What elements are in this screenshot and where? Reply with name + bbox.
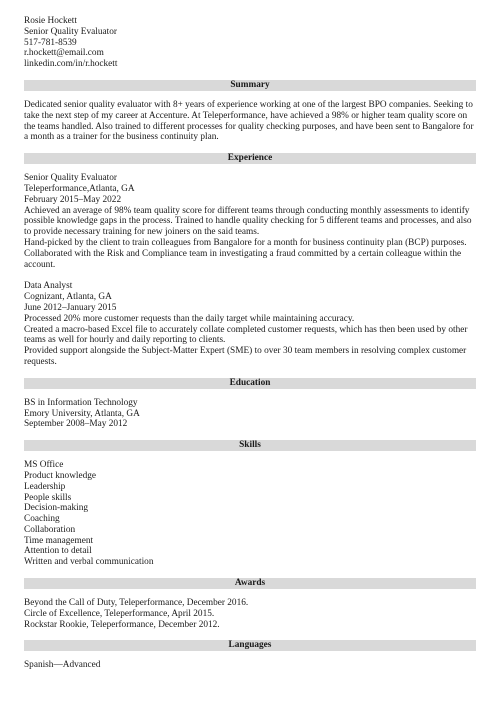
linkedin-url: linkedin.com/in/r.hockett [24,59,118,70]
job-bullet: Collaborated with the Risk and Compliance team in investigating a fraud committed by a certain colleague within the account. [24,248,462,270]
job-title: Senior Quality Evaluator [24,173,117,184]
education-dates: September 2008–May 2012 [24,419,128,430]
languages-heading-bar [24,640,476,651]
skill-item: Coaching [24,514,60,525]
job-bullet: Hand-picked by the client to train colleagues from Bangalore for a month for business continuity plan (BCP) purposes. [24,237,467,248]
job-bullet: Achieved an average of 98% team quality score for different teams through conducting monthly assessments to identify possible knowledge gaps in the process. Trained to handle quality checking for 5 different teams and processes, and also to provide necessary training for new joiners on the said teams. [24,205,472,238]
skills-heading-bar [24,440,476,451]
candidate-title: Senior Quality Evaluator [24,26,117,37]
education-degree: BS in Information Technology [24,397,138,408]
skill-item: Product knowledge [24,470,97,481]
awards-heading-bar [24,578,476,589]
skill-item: Attention to detail [24,546,92,557]
job-entry [24,173,476,270]
summary-text: Dedicated senior quality evaluator with 8+ years of experience working at one of the largest BPO companies. Seeking to take the next step of my career at Accenture. At Teleperformance, have achieved a 98% or higher team quality score on the teams handled. Also trained to different processes for quality checking purposes, and have been sent to Bangalore for a month as a trainer for the business continuity plan. [24,99,474,143]
education-school: Emory University, Atlanta, GA [24,408,140,419]
skill-item: Time management [24,535,94,546]
skill-item: Written and verbal communication [24,557,154,568]
education-heading: Education [229,377,271,388]
phone-number: 517-781-8539 [24,37,77,48]
skill-item: MS Office [24,460,64,471]
awards-section [24,578,476,630]
language-item: Spanish—Advanced [24,660,101,671]
experience-heading: Experience [227,153,273,164]
job-company: Cognizant, Atlanta, GA [24,292,112,303]
award-item: Circle of Excellence, Teleperformance, April 2015. [24,608,215,619]
skill-item: Leadership [24,481,66,492]
summary-section [24,80,476,143]
contact-header [24,16,476,70]
job-dates: February 2015–May 2022 [24,194,122,205]
email-address: r.hockett@email.com [24,48,104,59]
awards-heading: Awards [234,578,266,589]
job-bullet: Provided support alongside the Subject-Matter Expert (SME) to over 30 team members in resolving complex customer requests. [24,346,467,367]
skills-section [24,440,476,568]
candidate-name: Rosie Hockett [24,16,77,26]
summary-heading: Summary [230,79,270,90]
skill-item: Collaboration [24,524,76,535]
skill-item: People skills [24,492,72,503]
education-heading-bar [24,378,476,389]
award-item: Beyond the Call of Duty, Teleperformance, December 2016. [24,598,249,609]
summary-heading-bar [24,80,476,91]
languages-heading: Languages [228,640,272,651]
job-bullet: Processed 20% more customer requests than the daily target while maintaining accuracy. [24,313,355,324]
education-section [24,378,476,430]
languages-section [24,640,476,671]
job-entry [24,281,476,367]
job-title: Data Analyst [24,281,73,292]
award-item: Rockstar Rookie, Teleperformance, December 2012. [24,619,220,630]
job-company: Teleperformance,Atlanta, GA [24,183,135,194]
experience-heading-bar [24,153,476,164]
experience-section [24,153,476,368]
skills-heading: Skills [239,440,261,451]
skill-item: Decision-making [24,503,89,514]
job-bullet: Created a macro-based Excel file to accurately collate completed customer requests, which has then been used by other teams as well for hourly and daily reporting to clients. [24,324,468,346]
job-dates: June 2012–January 2015 [24,302,117,313]
